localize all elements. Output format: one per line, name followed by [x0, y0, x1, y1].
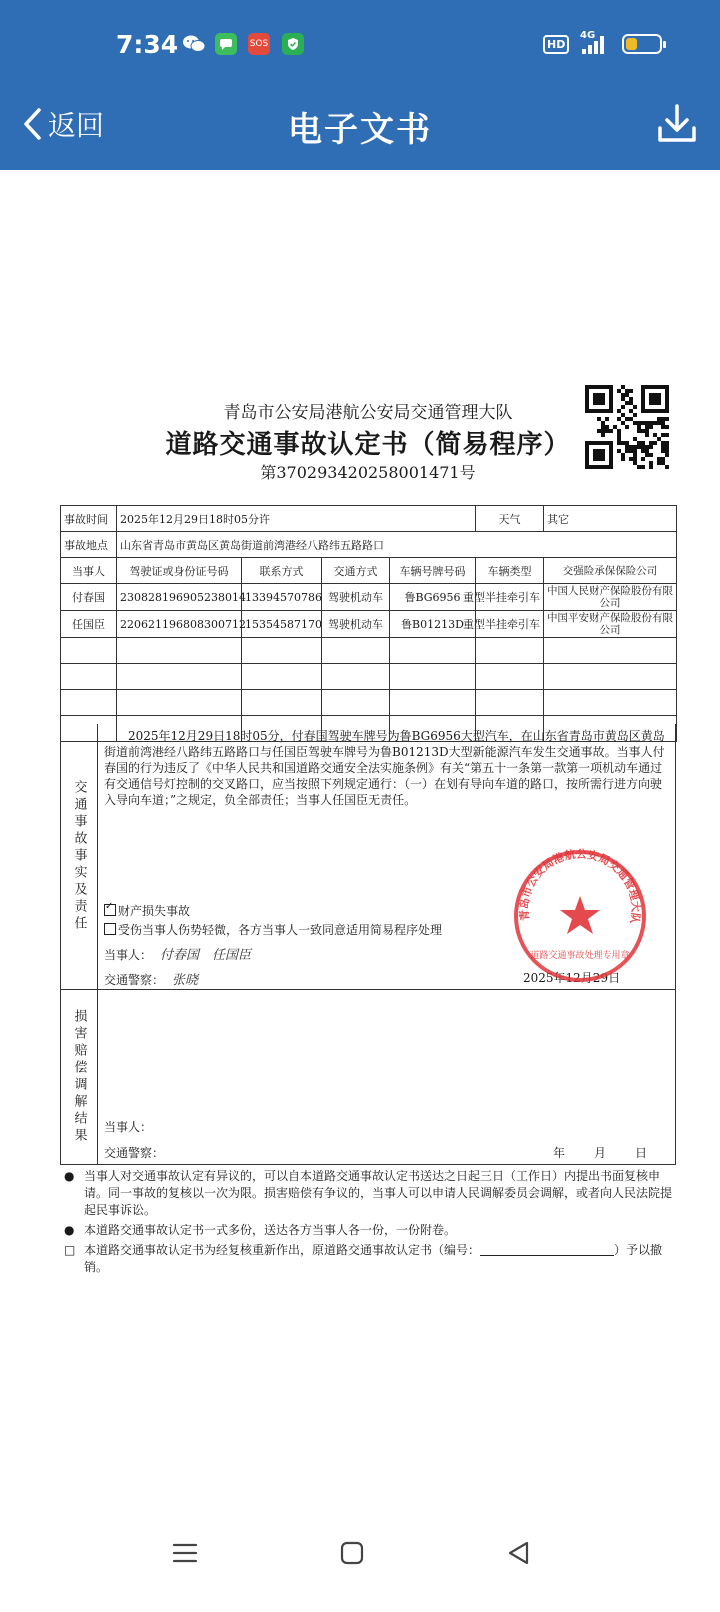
sos-icon	[248, 33, 270, 55]
checkbox-property-loss	[104, 902, 190, 919]
comp-police-label: 交通警察：	[104, 1146, 165, 1160]
police-sign-line	[104, 969, 198, 988]
party-id: 230828196905238014	[117, 584, 242, 611]
empty-row	[61, 690, 677, 716]
party-id: 220621196808300712	[117, 611, 242, 638]
header-cell: 车辆号牌号码	[390, 558, 476, 584]
facts-text: 2025年12月29日18时05分，付春国驾驶车牌号为鲁BG6956大型汽车，在山东省青岛市黄岛区黄岛街道前湾港经八路纬五路路口与任国臣驾驶车牌号为鲁B01213D大型新能源汽车发生交通事故。当事人付春国的行为违反了《中华人民共和国道路交通安全法实施条例》有关“第五十一条第一款第一项机动车通过有交通信号灯控制的交叉路口，应当按照下列规定通行：（一）在划有导向车道的路口，按所需行进方向驶入导向车道；”之规定，负全部责任；当事人任国臣无责任。	[104, 729, 665, 807]
facts-content	[98, 724, 675, 989]
location-value: 山东省青岛市黄岛区黄岛街道前湾港经八路纬五路路口	[117, 532, 677, 558]
weather-value: 其它	[544, 506, 677, 532]
party-vehicle-type: 重型半挂牵引车	[476, 611, 544, 638]
checkbox-icon	[104, 923, 116, 935]
home-icon	[339, 1540, 365, 1566]
download-button[interactable]	[656, 102, 698, 148]
facts-date: 2025年12月29日	[523, 971, 621, 985]
doc-title: 道路交通事故认定书（简易程序）	[165, 430, 571, 460]
table-row	[61, 611, 677, 638]
back-nav-button[interactable]	[506, 1540, 532, 1570]
party-signatures: 付春国 任国臣	[160, 948, 252, 963]
check2-label: 受伤当事人伤势轻微，各方当事人一致同意适用简易程序处理	[118, 923, 443, 937]
compensation-label: 损害赔偿调解结果	[71, 1009, 87, 1145]
menu-button[interactable]	[172, 1540, 198, 1570]
compensation-label-cell	[61, 990, 98, 1164]
message-icon	[215, 33, 237, 55]
notes	[60, 1168, 676, 1279]
party-insurer: 中国人民财产保险股份有限公司	[544, 584, 677, 611]
home-button[interactable]	[339, 1540, 365, 1570]
triangle-back-icon	[506, 1540, 532, 1566]
header-cell: 联系方式	[242, 558, 322, 584]
party-sign-line	[104, 944, 251, 963]
party-vehicle-type: 重型半挂牵引车	[476, 584, 544, 611]
note-checkbox-icon: □	[64, 1243, 76, 1257]
doc-number: 第370293420258001471号	[260, 463, 476, 482]
comp-party-label: 当事人：	[104, 1120, 153, 1134]
party-name: 任国臣	[61, 611, 117, 638]
status-time: 7:34	[116, 30, 179, 59]
police-signature: 张晓	[172, 973, 199, 988]
party-insurer: 中国平安财产保险股份有限公司	[544, 611, 677, 638]
comp-month: 月	[594, 1146, 607, 1160]
check1-label: 财产损失事故	[118, 904, 191, 918]
time-label: 事故时间	[61, 506, 117, 532]
qr-code-icon	[585, 385, 669, 469]
accident-table	[60, 505, 677, 742]
header-cell: 交强险承保保险公司	[544, 558, 677, 584]
hd-icon: HD	[543, 35, 569, 54]
note-text-before: 本道路交通事故认定书为经复核重新作出，原道路交通事故认定书（编号：	[84, 1243, 481, 1257]
party-phone: 15354587170	[242, 611, 322, 638]
party-label: 当事人：	[104, 948, 153, 962]
note-text: 本道路交通事故认定书一式多份，送达各方当事人各一份，一份附卷。	[84, 1223, 457, 1237]
shield-icon	[282, 33, 304, 55]
police-label: 交通警察：	[104, 973, 165, 987]
sos-text: SOS	[249, 39, 269, 49]
facts-label-cell	[61, 724, 98, 989]
note-text-after: ）予以撤销。	[84, 1243, 663, 1274]
note-item	[60, 1222, 676, 1239]
party-name: 付春国	[61, 584, 117, 611]
location-label: 事故地点	[61, 532, 117, 558]
facts-label: 交通事故事实及责任	[71, 780, 87, 933]
battery-icon	[622, 34, 662, 54]
header-cell: 当事人	[61, 558, 117, 584]
doc-issuer: 青岛市公安局港航公安局交通管理大队	[223, 403, 513, 423]
network-type: 4G	[580, 30, 596, 41]
party-plate: 鲁BG6956	[390, 584, 476, 611]
time-value: 2025年12月29日18时05分许	[117, 506, 476, 532]
note-bullet: ●	[64, 1223, 75, 1237]
wechat-icon	[183, 33, 205, 55]
note-item	[60, 1242, 676, 1276]
party-transport: 驾驶机动车	[322, 584, 390, 611]
download-icon	[656, 102, 698, 144]
party-transport: 驾驶机动车	[322, 611, 390, 638]
comp-year: 年	[553, 1146, 566, 1160]
party-phone: 13394570786	[242, 584, 322, 611]
checkbox-checked-icon	[104, 904, 116, 916]
compensation-content	[98, 990, 675, 1164]
nav-bar	[0, 80, 720, 170]
facts-section	[60, 724, 676, 990]
empty-row	[61, 664, 677, 690]
compensation-section	[60, 990, 676, 1165]
table-header-row	[61, 558, 677, 584]
official-seal-icon	[510, 846, 650, 986]
header-cell: 交通方式	[322, 558, 390, 584]
header-cell: 车辆类型	[476, 558, 544, 584]
party-plate: 鲁B01213D	[390, 611, 476, 638]
note-bullet: ●	[64, 1169, 75, 1183]
checkbox-minor-injury	[104, 921, 442, 938]
back-label: 返回	[48, 109, 105, 142]
empty-row	[61, 638, 677, 664]
weather-label: 天气	[476, 506, 544, 532]
menu-icon	[172, 1540, 198, 1566]
seal-subtext: 道路交通事故处理专用章	[530, 951, 630, 961]
system-nav-bar	[0, 1530, 720, 1590]
seal-text: 青岛市公安局港航公安局交通管理大队	[517, 847, 643, 925]
blank-line	[480, 1243, 614, 1256]
page-title: 电子文书	[288, 110, 432, 150]
note-item	[60, 1168, 676, 1219]
note-text: 当事人对交通事故认定有异议的，可以自本道路交通事故认定书送达之日起三日（工作日）内提出书面复核申请。同一事故的复核以一次为限。损害赔偿有争议的，当事人可以申请人民调解委员会调解，或者向人民法院提起民事诉讼。	[84, 1169, 673, 1217]
comp-day: 日	[635, 1146, 648, 1160]
status-bar	[0, 0, 720, 80]
header-cell: 驾驶证或身份证号码	[117, 558, 242, 584]
table-row	[61, 584, 677, 611]
